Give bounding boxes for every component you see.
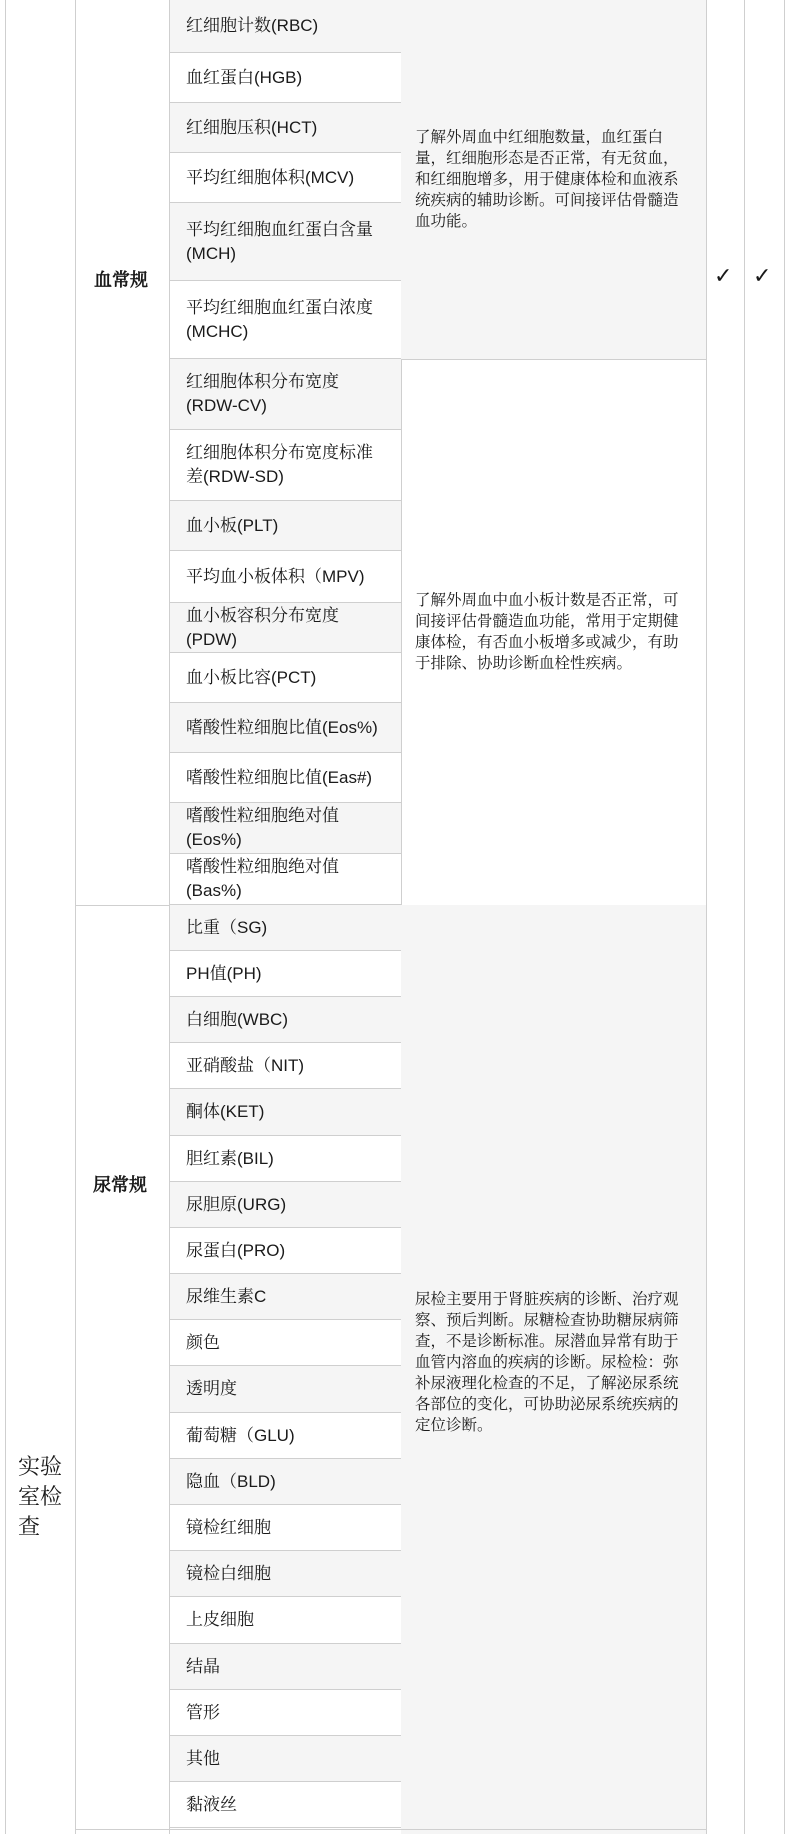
item-bil: 胆红素(BIL) [170,1136,401,1182]
item-pro: 尿蛋白(PRO) [170,1228,401,1274]
item-nit: 亚硝酸盐（NIT) [170,1043,401,1089]
group-label-blood-routine: 血常规 [94,270,148,290]
category-label: 实验室检查 [18,1454,63,1539]
item-bas-abs: 嗜酸性粒细胞绝对值(Bas%) [170,854,401,905]
item-urg: 尿胆原(URG) [170,1182,401,1228]
item-rbc: 红细胞计数(RBC) [170,0,401,53]
item-bld: 隐血（BLD) [170,1459,401,1505]
item-rdw-sd: 红细胞体积分布宽度标准差(RDW-SD) [170,430,401,501]
group-label-urine-routine: 尿常规 [93,1175,147,1195]
item-sg: 比重（SG) [170,905,401,951]
item-pdw: 血小板容积分布宽度(PDW) [170,603,401,653]
check-mark: ✓ [714,263,733,288]
item-mcv: 平均红细胞体积(MCV) [170,153,401,203]
description-rbc: 了解外周血中红细胞数量，血红蛋白量，红细胞形态是否正常，有无贫血，和红细胞增多，用于健康体检和血液系统疾病的辅助诊断。可间接评估骨髓造血功能。 [401,0,706,359]
column-divider [75,0,76,1834]
description-urine: 尿检主要用于肾脏疾病的诊断、治疗观察、预后判断。尿糖检查协助糖尿病筛查，不是诊断标准。尿潜血异常有助于血管内溶血的疾病的诊断。尿检检：弥补尿液理化检查的不足，了解泌尿系统各部位的变化，可协助泌尿系统疾病的定位诊断。 [401,905,706,1834]
row-divider [75,1829,706,1830]
item-hgb: 血红蛋白(HGB) [170,53,401,103]
item-eos-abs: 嗜酸性粒细胞绝对值(Eos%) [170,803,401,854]
item-micro-wbc: 镜检白细胞 [170,1551,401,1597]
item-ph: PH值(PH) [170,951,401,997]
description-plt: 了解外周血中血小板计数是否正常，可间接评估骨髓造血功能，常用于定期健康体检，有否血小板增多或减少，有助于排除、协助诊断血栓性疾病。 [415,592,679,672]
item-cast: 管形 [170,1690,401,1736]
item-plt: 血小板(PLT) [170,501,401,551]
item-pct: 血小板比容(PCT) [170,653,401,703]
column-divider [706,0,707,1834]
item-wbc: 白细胞(WBC) [170,997,401,1043]
item-epithelial: 上皮细胞 [170,1597,401,1644]
item-eos-ratio: 嗜酸性粒细胞比值(Eos%) [170,703,401,753]
item-color: 颜色 [170,1320,401,1366]
item-mucus: 黏液丝 [170,1782,401,1828]
item-mchc: 平均红细胞血红蛋白浓度(MCHC) [170,281,401,359]
item-rdw-cv: 红细胞体积分布宽度(RDW-CV) [170,359,401,430]
item-vitc: 尿维生素C [170,1274,401,1320]
item-eas-ratio: 嗜酸性粒细胞比值(Eas#) [170,753,401,803]
item-mch: 平均红细胞血红蛋白含量(MCH) [170,203,401,281]
item-clarity: 透明度 [170,1366,401,1413]
column-divider [744,0,745,1834]
check-mark: ✓ [753,263,772,288]
item-glu: 葡萄糖（GLU) [170,1413,401,1459]
item-ket: 酮体(KET) [170,1089,401,1136]
item-hct: 红细胞压积(HCT) [170,103,401,153]
item-micro-rbc: 镜检红细胞 [170,1505,401,1551]
item-crystal: 结晶 [170,1644,401,1690]
item-other: 其他 [170,1736,401,1782]
item-mpv: 平均血小板体积（MPV) [170,551,401,603]
